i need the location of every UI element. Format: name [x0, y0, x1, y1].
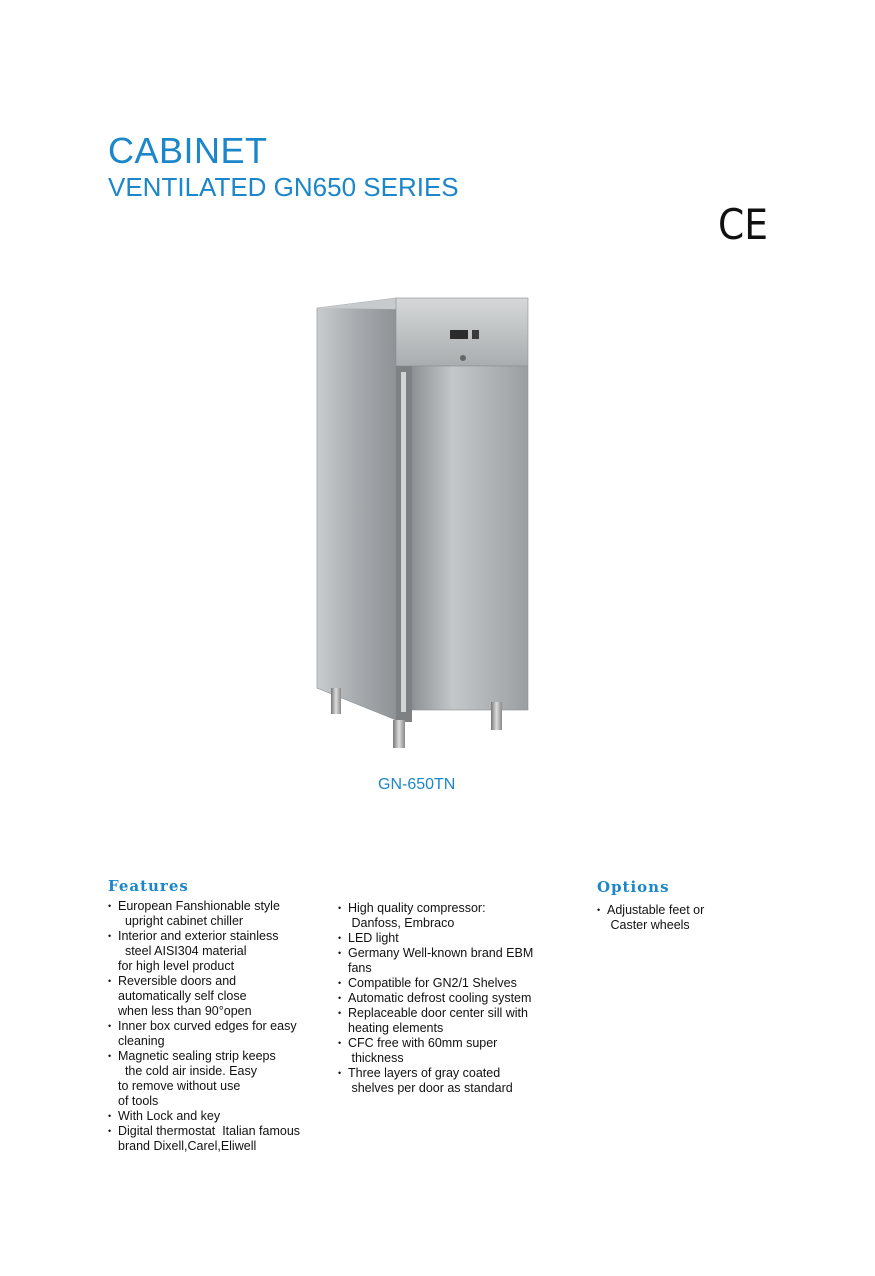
option-item-text: • Adjustable feet or — [607, 903, 705, 917]
feature-item — [338, 946, 533, 976]
feature-item-text: • Germany Well-known brand EBM — [348, 946, 534, 960]
options-list — [597, 903, 704, 933]
feature-item-text: • With Lock and key — [118, 1109, 221, 1123]
feature-item-text: heating elements — [348, 1021, 444, 1035]
feature-item — [108, 1019, 300, 1049]
feature-item-text: shelves per door as standard — [348, 1081, 513, 1095]
feature-item-text: cleaning — [118, 1034, 165, 1048]
option-item — [597, 903, 704, 933]
features-list-right — [338, 901, 533, 1096]
feature-item — [338, 1036, 533, 1066]
feature-item-text: • LED light — [348, 931, 399, 945]
feature-item-text: to remove without use — [118, 1079, 241, 1093]
feature-item — [338, 1006, 533, 1036]
feature-item-text: brand Dixell,Carel,Eliwell — [118, 1139, 257, 1153]
feature-item — [108, 1124, 300, 1154]
feature-item-text: • Automatic defrost cooling system — [348, 991, 532, 1005]
feature-item-text: • Three layers of gray coated — [348, 1066, 501, 1080]
feature-item-text: the cold air inside. Easy — [118, 1064, 257, 1078]
options-heading: Options — [597, 878, 670, 896]
feature-item — [338, 931, 533, 946]
option-item-text: Caster wheels — [607, 918, 690, 932]
feature-item — [108, 1109, 300, 1124]
feature-item — [108, 929, 300, 974]
feature-item — [108, 974, 300, 1019]
features-heading: Features — [108, 877, 189, 895]
feature-item-text: of tools — [118, 1094, 159, 1108]
feature-item-text: Danfoss, Embraco — [348, 916, 455, 930]
feature-item — [338, 901, 533, 931]
feature-item-text: • Inner box curved edges for easy — [118, 1019, 297, 1033]
model-caption: GN-650TN — [378, 776, 456, 793]
feature-item-text: • Compatible for GN2/1 Shelves — [348, 976, 517, 990]
feature-item-text: • Digital thermostat Italian famous — [118, 1124, 301, 1138]
feature-item-text: steel AISI304 material — [118, 944, 247, 958]
feature-item-text: upright cabinet chiller — [118, 914, 244, 928]
page-title: CABINET — [108, 130, 268, 171]
page-subtitle: VENTILATED GN650 SERIES — [108, 172, 459, 202]
feature-item-text: • High quality compressor: — [348, 901, 486, 915]
feature-item — [338, 991, 533, 1006]
feature-item-text: when less than 90°open — [118, 1004, 252, 1018]
feature-item-text: • European Fanshionable style — [118, 899, 280, 913]
feature-item-text: • CFC free with 60mm super — [348, 1036, 498, 1050]
feature-item-text: fans — [348, 961, 372, 975]
features-list-left — [108, 899, 300, 1154]
feature-item-text: • Replaceable door center sill with — [348, 1006, 528, 1020]
feature-item-text: • Magnetic sealing strip keeps — [118, 1049, 276, 1063]
cabinet-product-image — [310, 292, 535, 752]
feature-item-text: • Reversible doors and — [118, 974, 237, 988]
feature-item — [108, 899, 300, 929]
ce-mark-icon — [718, 203, 770, 243]
svg-text:CE: CE — [718, 203, 768, 243]
feature-item — [338, 976, 533, 991]
feature-item-text: automatically self close — [118, 989, 247, 1003]
feature-item-text: • Interior and exterior stainless — [118, 929, 279, 943]
feature-item-text: thickness — [348, 1051, 404, 1065]
feature-item — [108, 1049, 300, 1109]
feature-item — [338, 1066, 533, 1096]
feature-item-text: for high level product — [118, 959, 235, 973]
